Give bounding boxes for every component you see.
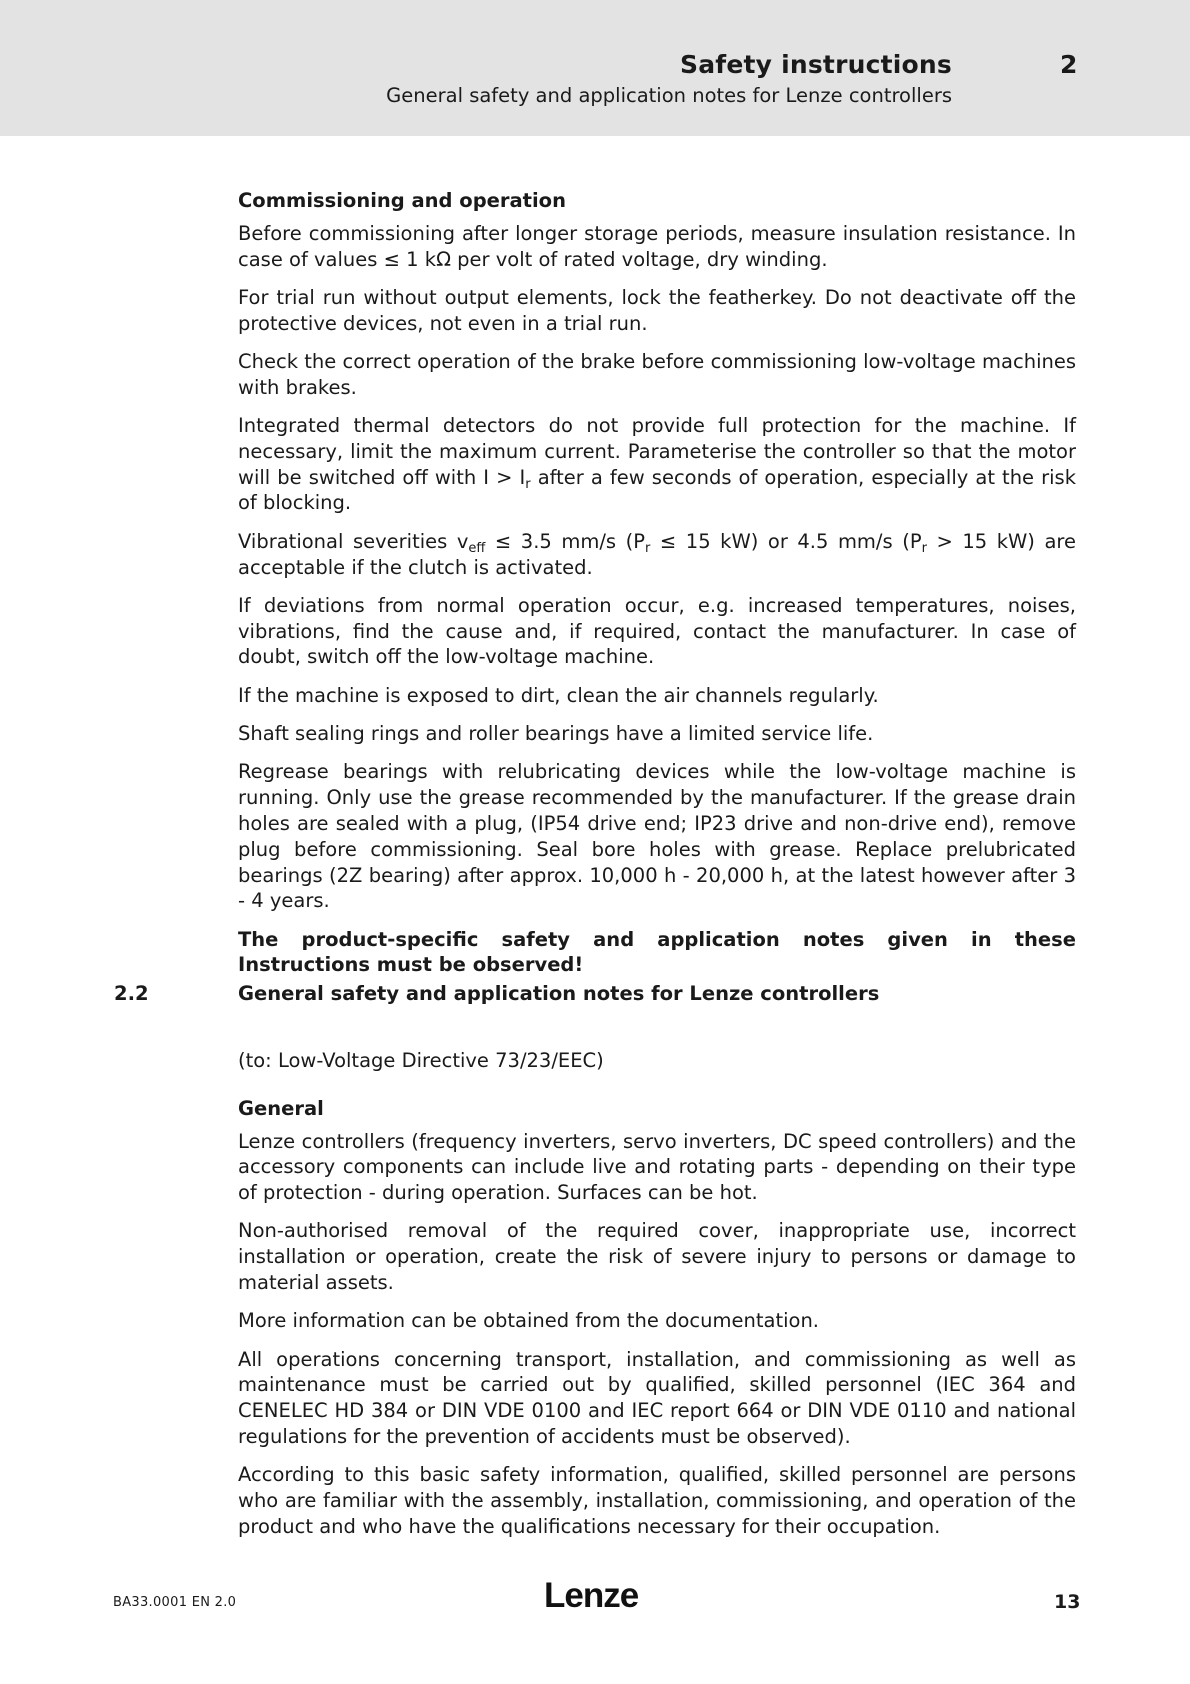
paragraph: Non-authorised removal of the required cover, inappropriate use, incorrect installation or operation, create the risk of severe injury to persons or damage to material assets. (238, 1219, 1076, 1295)
paragraph: All operations concerning transport, installation, and commissioning as well as maintenance must be carried out by qualified, skilled personnel (IEC 364 and CENELEC HD 384 or DIN VDE 0100 and IEC report 664 or DIN VDE 0110 and national regulations for the prevention of accidents must be observed). (238, 1347, 1076, 1449)
section-number: 2.2 (114, 982, 149, 1005)
paragraph: If the machine is exposed to dirt, clean the air channels regularly. (238, 683, 879, 707)
paragraph: Regrease bearings with relubricating devices while the low-voltage machine is running. Only use the grease recommended by the manufacturer. If the grease drain holes are sealed with a plug, (IP54 drive end; IP23 drive and non-drive end), remove plug before commissioning. Seal bore holes with grease. Replace prelubricated bearings (2Z bearing) after approx. 10,000 h - 20,000 h, at the latest however after 3 - 4 years. (238, 760, 1076, 913)
paragraph: Shaft sealing rings and roller bearings have a limited service life. (238, 722, 874, 746)
directive-note: (to: Low-Voltage Directive 73/23/EEC) (238, 1049, 604, 1072)
paragraph: According to this basic safety information, qualified, skilled personnel are persons who are familiar with the assembly, installation, commissioning, and operation of the product and who have the qualifications necessary for their occupation. (238, 1463, 1076, 1538)
commissioning-section (238, 188, 1076, 991)
paragraph-vibration: Vibrational severities $v_{eff} \le 3.5$ mm/s ($P_r \le 15$ kW) or 4.5 mm/s ($P_r > 15$ kW) are acceptable if the clutch is activated. (238, 529, 1076, 579)
paragraph: If deviations from normal operation occur, e.g. increased temperatures, noises, vibrations, find the cause and, if required, contact the manufacturer. In case of doubt, switch off the low-voltage machine. (238, 593, 1076, 669)
paragraph: For trial run without output elements, lock the featherkey. Do not deactivate off the protective devices, not even in a trial run. (238, 285, 1076, 335)
chapter-title: Safety instructions (680, 50, 952, 79)
page-number: 13 (1054, 1591, 1081, 1613)
general-section (238, 1048, 1076, 1552)
paragraph: Lenze controllers (frequency inverters, servo inverters, DC speed controllers) and the accessory components can include live and rotating parts - depending on their type of protection - during operation. Surfaces can be hot. (238, 1129, 1076, 1205)
paragraph: Before commissioning after longer storage periods, measure insulation resistance. In case of values ≤ 1 kΩ per volt of rated voltage, dry winding. (238, 221, 1076, 271)
commissioning-heading: Commissioning and operation (238, 189, 566, 212)
lenze-logo: Lenze (544, 1576, 639, 1615)
paragraph: Check the correct operation of the brake before commissioning low-voltage machines with brakes. (238, 349, 1076, 399)
chapter-subtitle: General safety and application notes for Lenze controllers (386, 84, 952, 107)
document-code: BA33.0001 EN 2.0 (113, 1595, 237, 1610)
paragraph: More information can be obtained from the documentation. (238, 1309, 820, 1333)
page-header (0, 0, 1190, 136)
section-title: General safety and application notes for Lenze controllers (238, 982, 880, 1005)
important-note: The product-specific safety and application notes given in these Instructions must be observed! (238, 927, 1076, 977)
general-heading: General (238, 1096, 324, 1120)
paragraph-thermal: Integrated thermal detectors do not provide full protection for the machine. If necessary, limit the maximum current. Parameterise the controller so that the motor will be switched off with $I > I_r$ after a few seconds of operation, especially at the risk of blocking. (238, 414, 1076, 515)
chapter-number: 2 (1060, 50, 1078, 79)
